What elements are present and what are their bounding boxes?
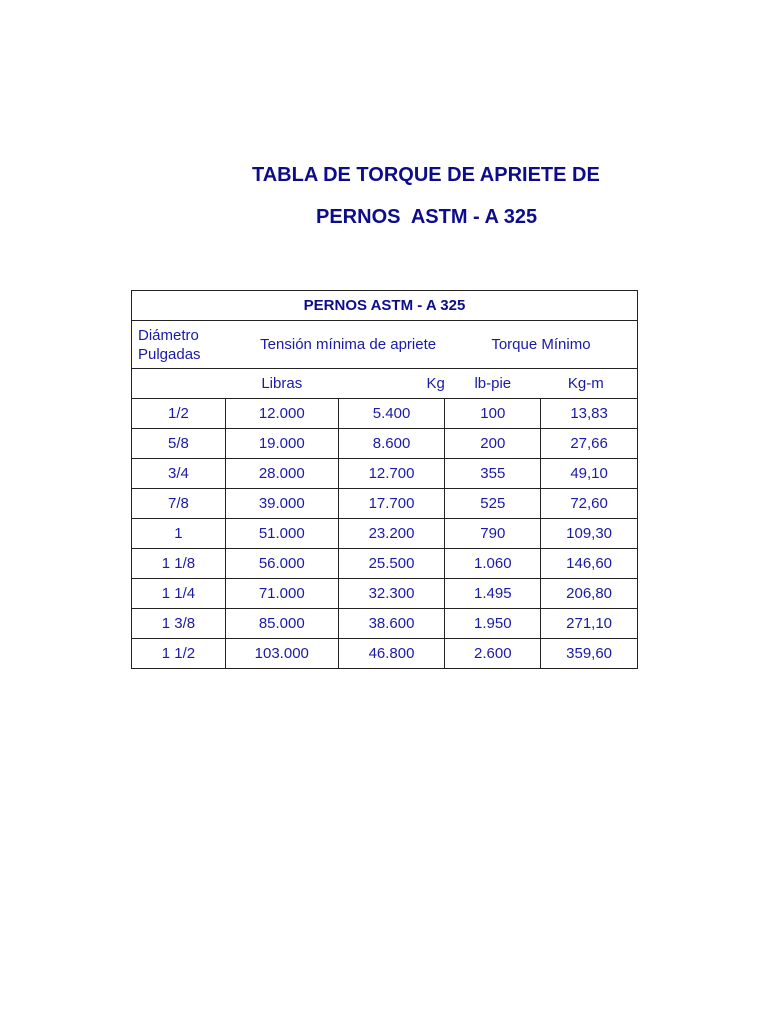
table-row	[132, 399, 638, 429]
cell-kg-m: 27,66	[541, 429, 638, 459]
cell-kg-m: 146,60	[541, 549, 638, 579]
cell-libras: 12.000	[225, 399, 338, 429]
cell-kg: 32.300	[338, 579, 445, 609]
table-header-row	[132, 321, 638, 369]
cell-libras: 51.000	[225, 519, 338, 549]
cell-lb-pie: 100	[445, 399, 541, 429]
cell-lb-pie: 2.600	[445, 639, 541, 669]
cell-diameter: 1 1/2	[132, 639, 226, 669]
cell-kg: 23.200	[338, 519, 445, 549]
cell-kg: 12.700	[338, 459, 445, 489]
document-title-line-2: PERNOS ASTM - A 325	[316, 206, 538, 228]
header-diameter-line1: Diámetro	[138, 326, 199, 344]
cell-libras: 56.000	[225, 549, 338, 579]
units-kg-m: Kg-m	[541, 369, 638, 399]
table-row	[132, 489, 638, 519]
cell-kg: 25.500	[338, 549, 445, 579]
units-kg: Kg	[338, 369, 445, 399]
table-row	[132, 459, 638, 489]
table-caption: PERNOS ASTM - A 325	[132, 291, 638, 321]
cell-kg: 38.600	[338, 609, 445, 639]
cell-kg: 8.600	[338, 429, 445, 459]
header-torque: Torque Mínimo	[445, 321, 638, 369]
cell-lb-pie: 790	[445, 519, 541, 549]
cell-kg-m: 72,60	[541, 489, 638, 519]
document-title-line-1: TABLA DE TORQUE DE APRIETE DE	[252, 164, 600, 186]
cell-diameter: 1 1/8	[132, 549, 226, 579]
table-row	[132, 639, 638, 669]
cell-kg: 46.800	[338, 639, 445, 669]
cell-diameter: 1	[132, 519, 226, 549]
table-row	[132, 609, 638, 639]
cell-libras: 103.000	[225, 639, 338, 669]
cell-lb-pie: 200	[445, 429, 541, 459]
header-tension: Tensión mínima de apriete	[225, 321, 445, 369]
cell-diameter: 1 1/4	[132, 579, 226, 609]
table-row	[132, 429, 638, 459]
cell-diameter: 1/2	[132, 399, 226, 429]
cell-diameter: 3/4	[132, 459, 226, 489]
cell-kg-m: 13,83	[541, 399, 638, 429]
torque-table	[131, 290, 638, 669]
cell-diameter: 1 3/8	[132, 609, 226, 639]
cell-libras: 19.000	[225, 429, 338, 459]
units-empty	[132, 369, 226, 399]
table-row	[132, 579, 638, 609]
cell-kg-m: 271,10	[541, 609, 638, 639]
cell-lb-pie: 1.060	[445, 549, 541, 579]
cell-libras: 71.000	[225, 579, 338, 609]
cell-lb-pie: 355	[445, 459, 541, 489]
table-row	[132, 519, 638, 549]
cell-diameter: 7/8	[132, 489, 226, 519]
cell-kg: 5.400	[338, 399, 445, 429]
header-diameter	[132, 321, 226, 369]
cell-libras: 85.000	[225, 609, 338, 639]
table-row	[132, 549, 638, 579]
cell-lb-pie: 1.950	[445, 609, 541, 639]
cell-kg-m: 206,80	[541, 579, 638, 609]
cell-lb-pie: 525	[445, 489, 541, 519]
cell-kg-m: 49,10	[541, 459, 638, 489]
cell-diameter: 5/8	[132, 429, 226, 459]
cell-kg: 17.700	[338, 489, 445, 519]
cell-lb-pie: 1.495	[445, 579, 541, 609]
cell-libras: 28.000	[225, 459, 338, 489]
units-lb-pie: lb-pie	[445, 369, 541, 399]
cell-libras: 39.000	[225, 489, 338, 519]
table-caption-row	[132, 291, 638, 321]
table-units-row	[132, 369, 638, 399]
header-diameter-line2: Pulgadas	[138, 345, 201, 363]
cell-kg-m: 359,60	[541, 639, 638, 669]
units-libras: Libras	[225, 369, 338, 399]
cell-kg-m: 109,30	[541, 519, 638, 549]
